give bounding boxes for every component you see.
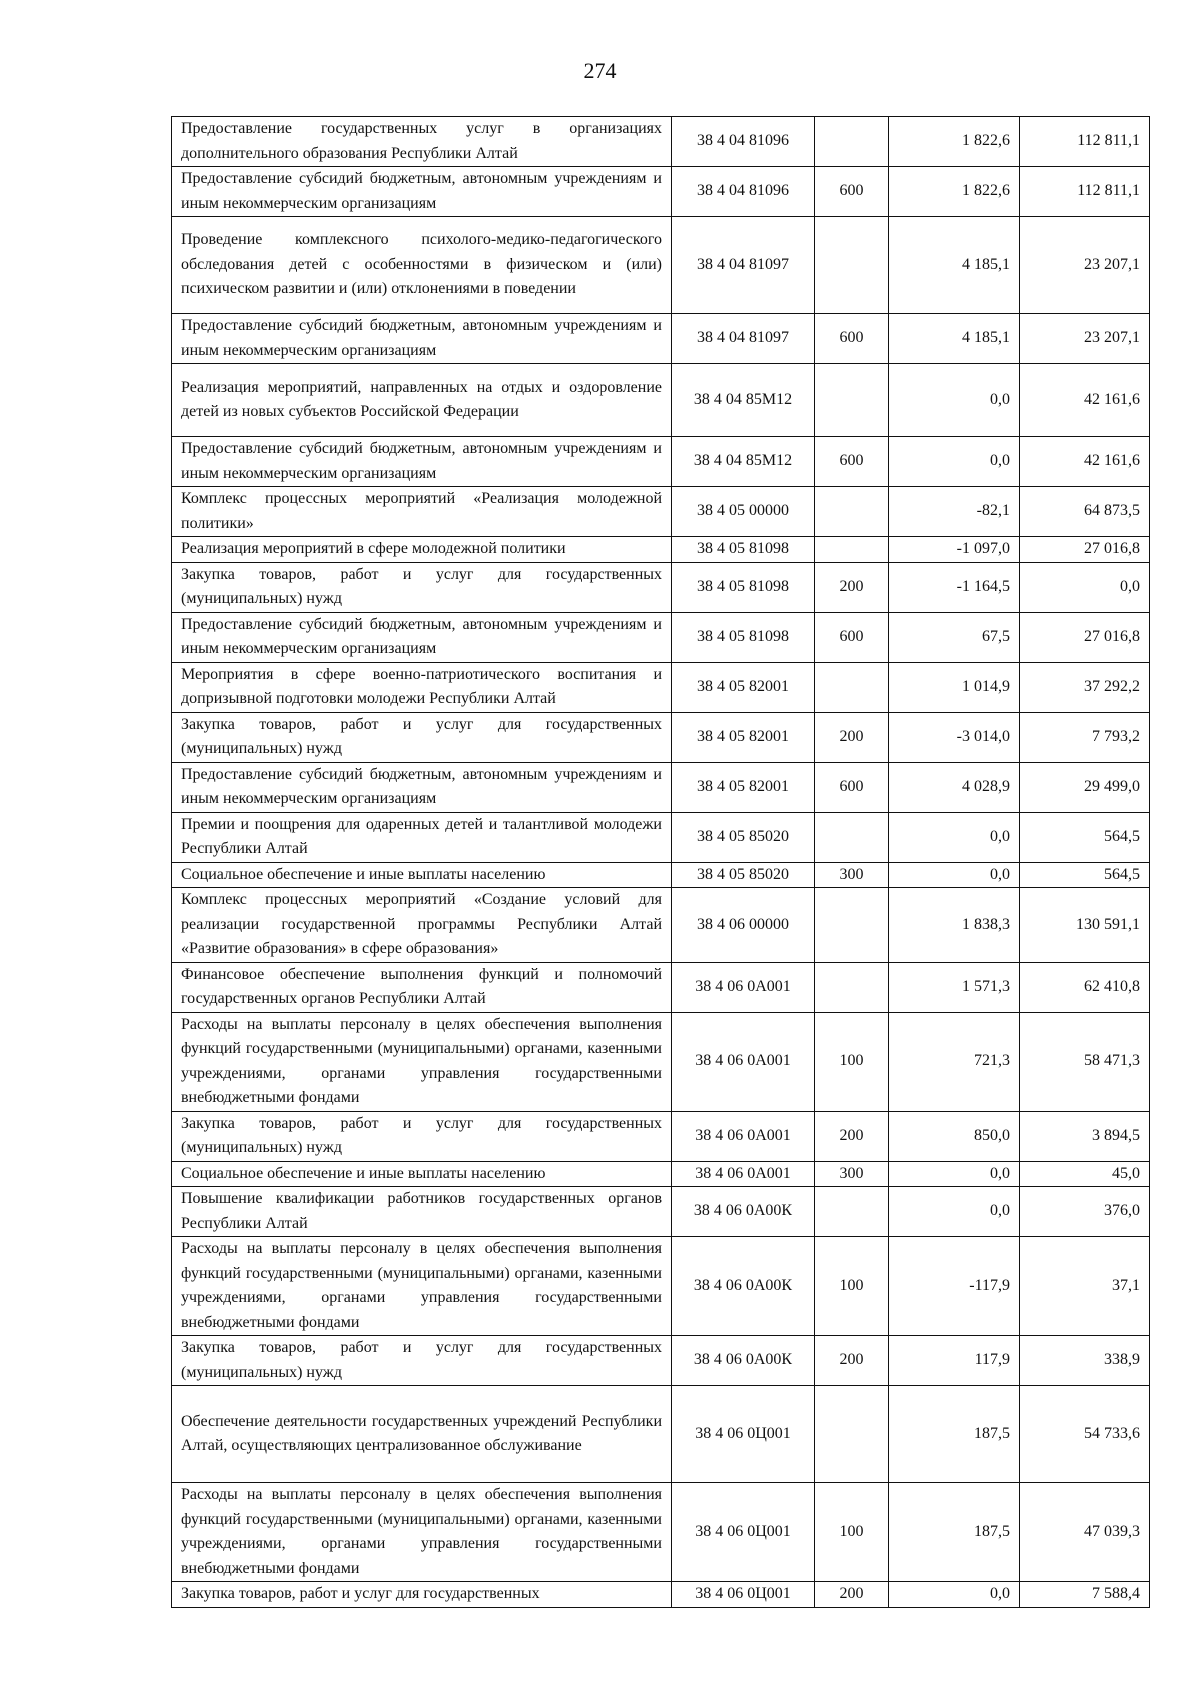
row-change-amount: 0,0 xyxy=(889,862,1020,888)
row-target-code: 38 4 05 81098 xyxy=(672,562,815,612)
table-row xyxy=(172,712,1150,762)
budget-table xyxy=(171,116,1150,1608)
row-change-amount: 0,0 xyxy=(889,1582,1020,1608)
budget-table-body xyxy=(172,117,1150,1608)
row-expense-type xyxy=(815,662,889,712)
row-expense-type xyxy=(815,537,889,563)
row-target-code: 38 4 06 00000 xyxy=(672,888,815,963)
row-target-code: 38 4 05 82001 xyxy=(672,712,815,762)
row-change-amount: 1 571,3 xyxy=(889,962,1020,1012)
row-expense-type: 100 xyxy=(815,1237,889,1336)
row-expense-type xyxy=(815,812,889,862)
row-change-amount: 850,0 xyxy=(889,1111,1020,1161)
row-change-amount: -1 097,0 xyxy=(889,537,1020,563)
row-change-amount: 0,0 xyxy=(889,437,1020,487)
row-change-amount: 4 185,1 xyxy=(889,217,1020,314)
row-change-amount: 721,3 xyxy=(889,1012,1020,1111)
row-description: Расходы на выплаты персоналу в целях обеспечения выполнения функций государственными (муниципальными) органами, казенными учреждениями, органами управления государственными внебюджетными фондами xyxy=(172,1483,672,1582)
row-target-code: 38 4 05 81098 xyxy=(672,612,815,662)
row-target-code: 38 4 06 0А001 xyxy=(672,1012,815,1111)
row-description: Предоставление государственных услуг в организациях дополнительного образования Республики Алтай xyxy=(172,117,672,167)
row-change-amount: 0,0 xyxy=(889,1187,1020,1237)
row-expense-type: 600 xyxy=(815,167,889,217)
row-expense-type: 300 xyxy=(815,1161,889,1187)
row-description: Закупка товаров, работ и услуг для государственных (муниципальных) нужд xyxy=(172,712,672,762)
row-description: Закупка товаров, работ и услуг для государственных (муниципальных) нужд xyxy=(172,1111,672,1161)
row-expense-type: 300 xyxy=(815,862,889,888)
row-expense-type: 100 xyxy=(815,1483,889,1582)
row-total-amount: 37,1 xyxy=(1020,1237,1150,1336)
row-total-amount: 54 733,6 xyxy=(1020,1386,1150,1483)
row-total-amount: 27 016,8 xyxy=(1020,612,1150,662)
table-row xyxy=(172,437,1150,487)
table-row xyxy=(172,537,1150,563)
row-change-amount: -82,1 xyxy=(889,487,1020,537)
row-description: Повышение квалификации работников государственных органов Республики Алтай xyxy=(172,1187,672,1237)
row-description: Комплекс процессных мероприятий «Реализация молодежной политики» xyxy=(172,487,672,537)
table-row xyxy=(172,167,1150,217)
row-change-amount: 0,0 xyxy=(889,1161,1020,1187)
row-expense-type: 200 xyxy=(815,562,889,612)
row-description: Проведение комплексного психолого-медико-педагогического обследования детей с особенностями в физическом и (или) психическом развитии и (или) отклонениями в поведении xyxy=(172,217,672,314)
table-row xyxy=(172,1187,1150,1237)
table-row xyxy=(172,1012,1150,1111)
table-row xyxy=(172,1483,1150,1582)
row-target-code: 38 4 05 00000 xyxy=(672,487,815,537)
row-expense-type xyxy=(815,487,889,537)
table-row xyxy=(172,117,1150,167)
row-target-code: 38 4 04 81096 xyxy=(672,117,815,167)
row-description: Реализация мероприятий в сфере молодежной политики xyxy=(172,537,672,563)
row-change-amount: -1 164,5 xyxy=(889,562,1020,612)
row-change-amount: 0,0 xyxy=(889,812,1020,862)
row-change-amount: 117,9 xyxy=(889,1336,1020,1386)
row-description: Социальное обеспечение и иные выплаты населению xyxy=(172,1161,672,1187)
row-total-amount: 58 471,3 xyxy=(1020,1012,1150,1111)
row-change-amount: 1 014,9 xyxy=(889,662,1020,712)
row-total-amount: 42 161,6 xyxy=(1020,364,1150,437)
row-target-code: 38 4 06 0А001 xyxy=(672,962,815,1012)
row-expense-type: 600 xyxy=(815,437,889,487)
row-total-amount: 3 894,5 xyxy=(1020,1111,1150,1161)
row-total-amount: 7 588,4 xyxy=(1020,1582,1150,1608)
row-change-amount: 187,5 xyxy=(889,1386,1020,1483)
row-description: Расходы на выплаты персоналу в целях обеспечения выполнения функций государственными (муниципальными) органами, казенными учреждениями, органами управления государственными внебюджетными фондами xyxy=(172,1237,672,1336)
row-total-amount: 0,0 xyxy=(1020,562,1150,612)
table-row xyxy=(172,812,1150,862)
page-number: 274 xyxy=(583,58,617,83)
row-total-amount: 37 292,2 xyxy=(1020,662,1150,712)
row-total-amount: 23 207,1 xyxy=(1020,314,1150,364)
row-description: Социальное обеспечение и иные выплаты населению xyxy=(172,862,672,888)
row-total-amount: 42 161,6 xyxy=(1020,437,1150,487)
row-total-amount: 7 793,2 xyxy=(1020,712,1150,762)
row-target-code: 38 4 04 81097 xyxy=(672,314,815,364)
row-change-amount: 1 822,6 xyxy=(889,167,1020,217)
row-target-code: 38 4 06 0А001 xyxy=(672,1161,815,1187)
row-target-code: 38 4 05 82001 xyxy=(672,662,815,712)
row-change-amount: 0,0 xyxy=(889,364,1020,437)
table-row xyxy=(172,1111,1150,1161)
row-expense-type: 200 xyxy=(815,1582,889,1608)
row-description: Комплекс процессных мероприятий «Создание условий для реализации государственной программы Республики Алтай «Развитие образования» в сфере образования» xyxy=(172,888,672,963)
row-expense-type: 200 xyxy=(815,712,889,762)
row-total-amount: 376,0 xyxy=(1020,1187,1150,1237)
table-row xyxy=(172,962,1150,1012)
row-expense-type: 600 xyxy=(815,612,889,662)
row-target-code: 38 4 04 81096 xyxy=(672,167,815,217)
row-expense-type xyxy=(815,1386,889,1483)
row-target-code: 38 4 04 85М12 xyxy=(672,437,815,487)
row-total-amount: 112 811,1 xyxy=(1020,167,1150,217)
row-target-code: 38 4 05 85020 xyxy=(672,812,815,862)
row-description: Расходы на выплаты персоналу в целях обеспечения выполнения функций государственными (муниципальными) органами, казенными учреждениями, органами управления государственными внебюджетными фондами xyxy=(172,1012,672,1111)
row-expense-type: 200 xyxy=(815,1336,889,1386)
row-target-code: 38 4 04 85М12 xyxy=(672,364,815,437)
row-target-code: 38 4 06 0А00К xyxy=(672,1336,815,1386)
table-row xyxy=(172,217,1150,314)
row-target-code: 38 4 06 0А00К xyxy=(672,1187,815,1237)
row-change-amount: 187,5 xyxy=(889,1483,1020,1582)
row-expense-type xyxy=(815,217,889,314)
table-row xyxy=(172,662,1150,712)
table-row xyxy=(172,762,1150,812)
row-total-amount: 27 016,8 xyxy=(1020,537,1150,563)
row-total-amount: 62 410,8 xyxy=(1020,962,1150,1012)
row-total-amount: 338,9 xyxy=(1020,1336,1150,1386)
table-row xyxy=(172,364,1150,437)
table-row xyxy=(172,314,1150,364)
row-target-code: 38 4 06 0А001 xyxy=(672,1111,815,1161)
row-expense-type: 600 xyxy=(815,314,889,364)
row-description: Закупка товаров, работ и услуг для государственных xyxy=(172,1582,672,1608)
row-description: Премии и поощрения для одаренных детей и талантливой молодежи Республики Алтай xyxy=(172,812,672,862)
row-target-code: 38 4 06 0Ц001 xyxy=(672,1582,815,1608)
row-target-code: 38 4 06 0Ц001 xyxy=(672,1386,815,1483)
table-row xyxy=(172,1582,1150,1608)
row-expense-type: 600 xyxy=(815,762,889,812)
row-description: Предоставление субсидий бюджетным, автономным учреждениям и иным некоммерческим организациям xyxy=(172,314,672,364)
row-description: Предоставление субсидий бюджетным, автономным учреждениям и иным некоммерческим организациям xyxy=(172,612,672,662)
row-description: Мероприятия в сфере военно-патриотического воспитания и допризывной подготовки молодежи Республики Алтай xyxy=(172,662,672,712)
table-row xyxy=(172,612,1150,662)
row-expense-type: 100 xyxy=(815,1012,889,1111)
row-target-code: 38 4 05 82001 xyxy=(672,762,815,812)
row-change-amount: 1 838,3 xyxy=(889,888,1020,963)
row-total-amount: 47 039,3 xyxy=(1020,1483,1150,1582)
row-expense-type xyxy=(815,364,889,437)
table-row xyxy=(172,1336,1150,1386)
row-target-code: 38 4 05 81098 xyxy=(672,537,815,563)
row-total-amount: 564,5 xyxy=(1020,812,1150,862)
row-total-amount: 64 873,5 xyxy=(1020,487,1150,537)
table-row xyxy=(172,1161,1150,1187)
row-description: Обеспечение деятельности государственных учреждений Республики Алтай, осуществляющих централизованное обслуживание xyxy=(172,1386,672,1483)
row-description: Предоставление субсидий бюджетным, автономным учреждениям и иным некоммерческим организациям xyxy=(172,762,672,812)
row-total-amount: 130 591,1 xyxy=(1020,888,1150,963)
table-row xyxy=(172,1237,1150,1336)
table-row xyxy=(172,888,1150,963)
row-description: Реализация мероприятий, направленных на отдых и оздоровление детей из новых субъектов Российской Федерации xyxy=(172,364,672,437)
row-change-amount: -117,9 xyxy=(889,1237,1020,1336)
row-description: Закупка товаров, работ и услуг для государственных (муниципальных) нужд xyxy=(172,562,672,612)
row-target-code: 38 4 04 81097 xyxy=(672,217,815,314)
row-target-code: 38 4 05 85020 xyxy=(672,862,815,888)
row-change-amount: 4 185,1 xyxy=(889,314,1020,364)
row-expense-type: 200 xyxy=(815,1111,889,1161)
row-total-amount: 112 811,1 xyxy=(1020,117,1150,167)
row-target-code: 38 4 06 0Ц001 xyxy=(672,1483,815,1582)
row-description: Финансовое обеспечение выполнения функций и полномочий государственных органов Республики Алтай xyxy=(172,962,672,1012)
row-total-amount: 29 499,0 xyxy=(1020,762,1150,812)
row-total-amount: 45,0 xyxy=(1020,1161,1150,1187)
row-description: Предоставление субсидий бюджетным, автономным учреждениям и иным некоммерческим организациям xyxy=(172,437,672,487)
row-total-amount: 564,5 xyxy=(1020,862,1150,888)
row-target-code: 38 4 06 0А00К xyxy=(672,1237,815,1336)
row-change-amount: -3 014,0 xyxy=(889,712,1020,762)
row-change-amount: 4 028,9 xyxy=(889,762,1020,812)
row-description: Предоставление субсидий бюджетным, автономным учреждениям и иным некоммерческим организациям xyxy=(172,167,672,217)
row-expense-type xyxy=(815,117,889,167)
row-change-amount: 67,5 xyxy=(889,612,1020,662)
table-row xyxy=(172,562,1150,612)
row-change-amount: 1 822,6 xyxy=(889,117,1020,167)
row-expense-type xyxy=(815,1187,889,1237)
row-expense-type xyxy=(815,888,889,963)
table-row xyxy=(172,862,1150,888)
row-total-amount: 23 207,1 xyxy=(1020,217,1150,314)
table-row xyxy=(172,487,1150,537)
row-expense-type xyxy=(815,962,889,1012)
table-row xyxy=(172,1386,1150,1483)
row-description: Закупка товаров, работ и услуг для государственных (муниципальных) нужд xyxy=(172,1336,672,1386)
